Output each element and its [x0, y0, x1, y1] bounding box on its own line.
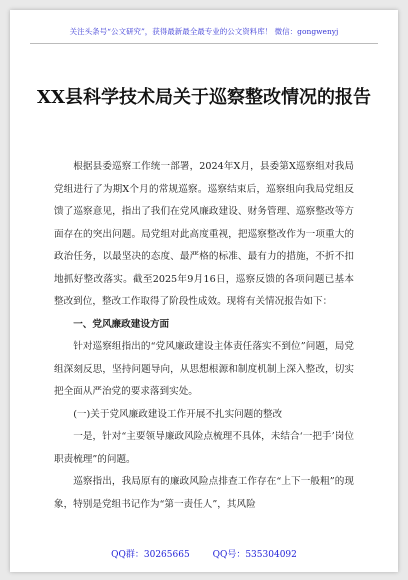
- header-note: 关注头条号“公文研究”，获得最新最全最专业的公文资料库！ 微信：gongwenyj: [69, 27, 339, 36]
- footer-qq-group: QQ群：30265665: [111, 550, 190, 560]
- footer-qq-number: QQ号：535304092: [212, 550, 297, 560]
- paragraph: 一是，针对“主要领导廉政风险点梳理不具体，未结合‘一把手’岗位职责梳理”的问题。: [54, 431, 354, 465]
- paragraph: 巡察指出，我局原有的廉政风险点排查工作存在“上下一般粗”的现象，特别是党组书记作为“第一责任人”，其风险: [54, 476, 354, 510]
- subsection-heading: (一)关于党风廉政建设工作开展不扎实问题的整改: [73, 408, 283, 420]
- paragraph: 针对巡察组指出的“党风廉政建设主体责任落实不到位”问题，局党组深刻反思，坚持问题导向，从思想根源和制度机制上深入整改，切实把全面从严治党的要求落到实处。: [54, 341, 354, 397]
- paragraph-intro: 根据县委巡察工作统一部署，2024年X月，县委第X巡察组对我局党组进行了为期X个月的常规巡察。巡察结束后，巡察组向我局党组反馈了巡察意见，指出了我们在党风廉政建设、财务管理、巡察整改等方面存在的突出问题。局党组对此高度重视，把巡察整改作为一项重大的政治任务，以最坚决的态度、最严格的标准、最有力的措施，不折不扣地抓好整改落实。截至2025年9月16日，巡察反馈的各项问题已基本整改到位，整改工作取得了阶段性成效。现将有关情况报告如下：: [54, 161, 354, 307]
- document-page: [10, 10, 398, 572]
- footer-contact: [10, 547, 398, 560]
- document-body: [54, 156, 354, 516]
- document-title: XX县科学技术局关于巡察整改情况的报告: [37, 87, 371, 108]
- header-divider: [30, 43, 378, 44]
- section-heading: 一、党风廉政建设方面: [73, 318, 170, 330]
